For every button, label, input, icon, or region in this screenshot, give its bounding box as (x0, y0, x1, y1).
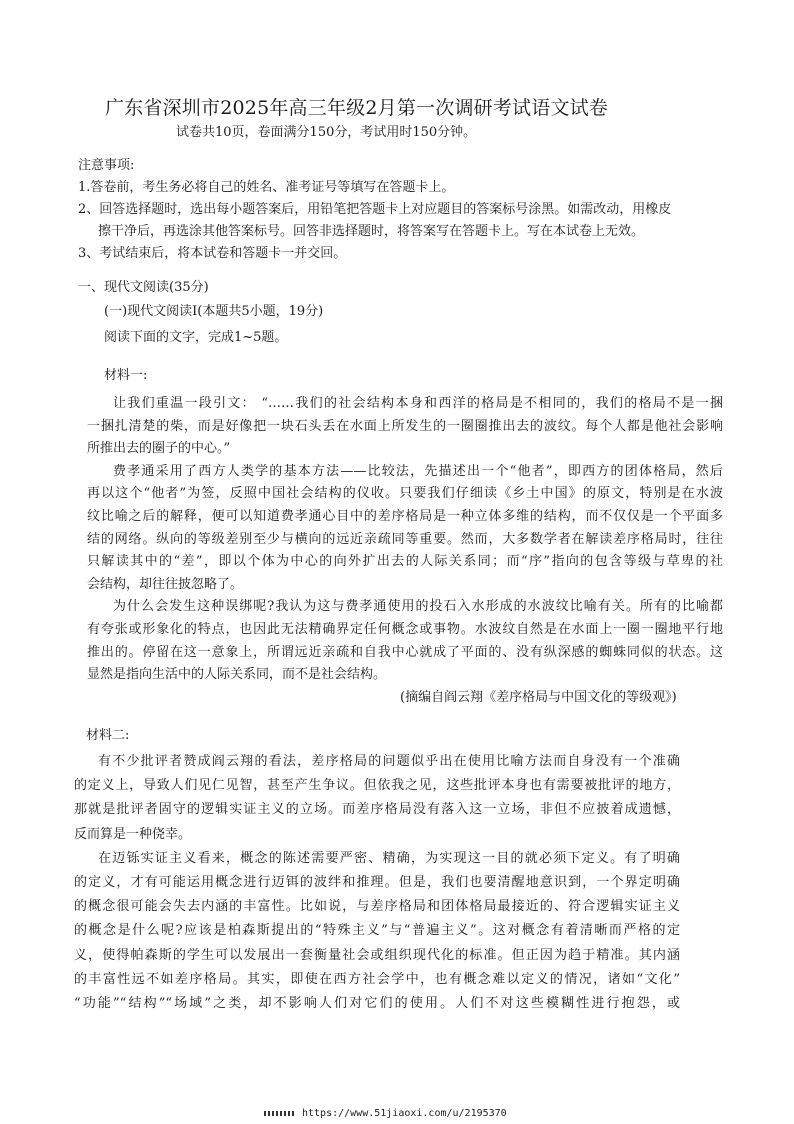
paragraph-line: 显然是指向生活中的人际关系同，而不是社会结构。 (87, 667, 387, 683)
paragraph-line: 会结构，却往往披忽略了。 (87, 576, 244, 592)
material2-label: 材料二: (86, 728, 130, 743)
paragraph-line: 为什么会发生这种误绑呢?我认为这与费孝通使用的投石入水形成的水波纹比喻有关。所有的比喻都 (113, 599, 723, 615)
material1-source: (摘编自阎云翔《差序格局与中国文化的等级观》) (400, 690, 677, 705)
paragraph-line: 所推出去的圈子的中心。” (87, 441, 231, 457)
watermark-logo-icon (264, 1111, 294, 1116)
paragraph-line: 纹比喻之后的解释，便可以知道费孝通心目中的差序格局是一种立体多维的结构，而不仅仅是一个平面多 (87, 508, 723, 524)
paragraph-line: 只解读其中的“差”，即以个体为中心的向外扩出去的人际关系同；而“序”指向的包含等级与草卑的社 (87, 554, 723, 570)
notice-line: 2、回答选择题时，选出每小题答案后，用铅笔把答题卡上对应题目的答案标号涂黑。如需改动，用橡皮 (78, 202, 672, 217)
notice-block (78, 155, 718, 265)
paragraph-line: 的概念是什么呢?应该是柏森斯提出的“特殊主义”与“普遍主义”。这对概念有着清晰而严格的定 (74, 923, 680, 939)
paragraph-line: 结的网络。纵向的等级差别至少与横向的远近亲疏同等重要。然而，大多数学者在解读差序格局时，往往 (87, 531, 723, 547)
section-subheading: (一)现代文阅读Ⅰ(本题共5小题，19分) (104, 304, 324, 319)
paragraph-line: 让我们重温一段引文： “……我们的社会结构本身和西洋的格局是不相同的，我们的格局不是一捆 (113, 396, 723, 411)
paragraph-line: 在迈铄实证主义看来，概念的陈述需要严密、精确，为实现这一目的就必须下定义。有了明确 (98, 850, 680, 866)
paragraph-line: 费孝通采用了西方人类学的基本方法——比较法，先描述出一个“他者”，即西方的团体格局，然后 (113, 463, 723, 479)
material1-body (87, 393, 723, 687)
notice-line: 3、考试结束后，将本试卷和答题卡一并交回。 (78, 246, 347, 261)
paragraph-line: “功能”“结构”“场域”之类，却不影响人们对它们的使用。人们不对这些模糊性进行抱怨，或 (74, 995, 680, 1011)
material2-body (74, 750, 680, 1016)
exam-title: 广东省深圳市2025年高三年级2月第一次调研考试语文试卷 (105, 97, 609, 119)
paragraph-line: 有不少批评者赞成阎云翔的看法，差序格局的问题似乎出在使用比喻方法而自身没有一个准确 (98, 754, 680, 769)
paragraph-line: 的定义，才有可能运用概念进行迈铒的波绊和推理。但是，我们也要清醒地意识到，一个界定明确 (74, 874, 680, 890)
reading-instruction: 阅读下面的文字，完成1~5题。 (104, 330, 288, 345)
paragraph-line: 的丰富性远不如差序格局。其实，即使在西方社会学中，也有概念难以定义的情况，诸如“文化” (74, 971, 680, 987)
paragraph-line: 的定义上，导致人们见仁见智，甚至产生争议。但依我之见，这些批评本身也有需要被批评的地方， (74, 778, 680, 794)
notice-line: 擦干净后，再选涂其他答案标号。回答非选择题时，将答案写在答题卡上。写在本试卷上无效。 (98, 224, 645, 239)
section-heading: 一、现代文阅读(35分) (78, 280, 209, 295)
material1-label: 材料一: (104, 368, 148, 383)
paragraph-line: 一捆扎清楚的柴，而是好像把一块石头丢在水面上所发生的一圈圈推出去的波纹。每个人都是他社会影响 (87, 418, 723, 434)
paragraph-line: 推出的。停留在这一意象上，所谓远近亲疏和自我中心就成了平面的、没有纵深感的蜘蛛同似的状态。这 (87, 644, 723, 660)
footer-watermark (264, 1108, 507, 1120)
exam-subtitle: 试卷共10页，卷面满分150分，考试用时150分钟。 (176, 125, 477, 140)
notice-line: 1.答卷前，考生务必将自己的姓名、准考证号等填写在答题卡上。 (78, 180, 455, 195)
notice-heading: 注意事项: (78, 158, 135, 173)
paragraph-line: 有夸张或形象化的特点，也因此无法精确界定任何概念或事物。水波纹自然是在水面上一圈一圈地平行地 (87, 621, 723, 637)
paragraph-line: 再以这个“他者”为签，反照中国社会结构的仪收。只要我们仔细读《乡土中国》的原文，特别是在水波 (87, 486, 723, 502)
paragraph-line: 的概念很可能会失去内涵的丰富性。比如说，与差序格局和团体格局最接近的、符合逻辑实证主义 (74, 899, 680, 915)
paragraph-line: 反而算是一种侥幸。 (74, 826, 192, 842)
footer-url[interactable]: https://www.51jiaoxi.com/u/2195370 (302, 1108, 507, 1119)
paragraph-line: 义，使得帕森斯的学生可以发展出一套衡量社会或组织现代化的标准。但正因为趋于精准。其内涵 (74, 947, 680, 963)
paragraph-line: 那就是批评者固守的逻辑实证主义的立场。而差序格局没有落入这一立场，非但不应披着成遗憾， (74, 802, 680, 818)
